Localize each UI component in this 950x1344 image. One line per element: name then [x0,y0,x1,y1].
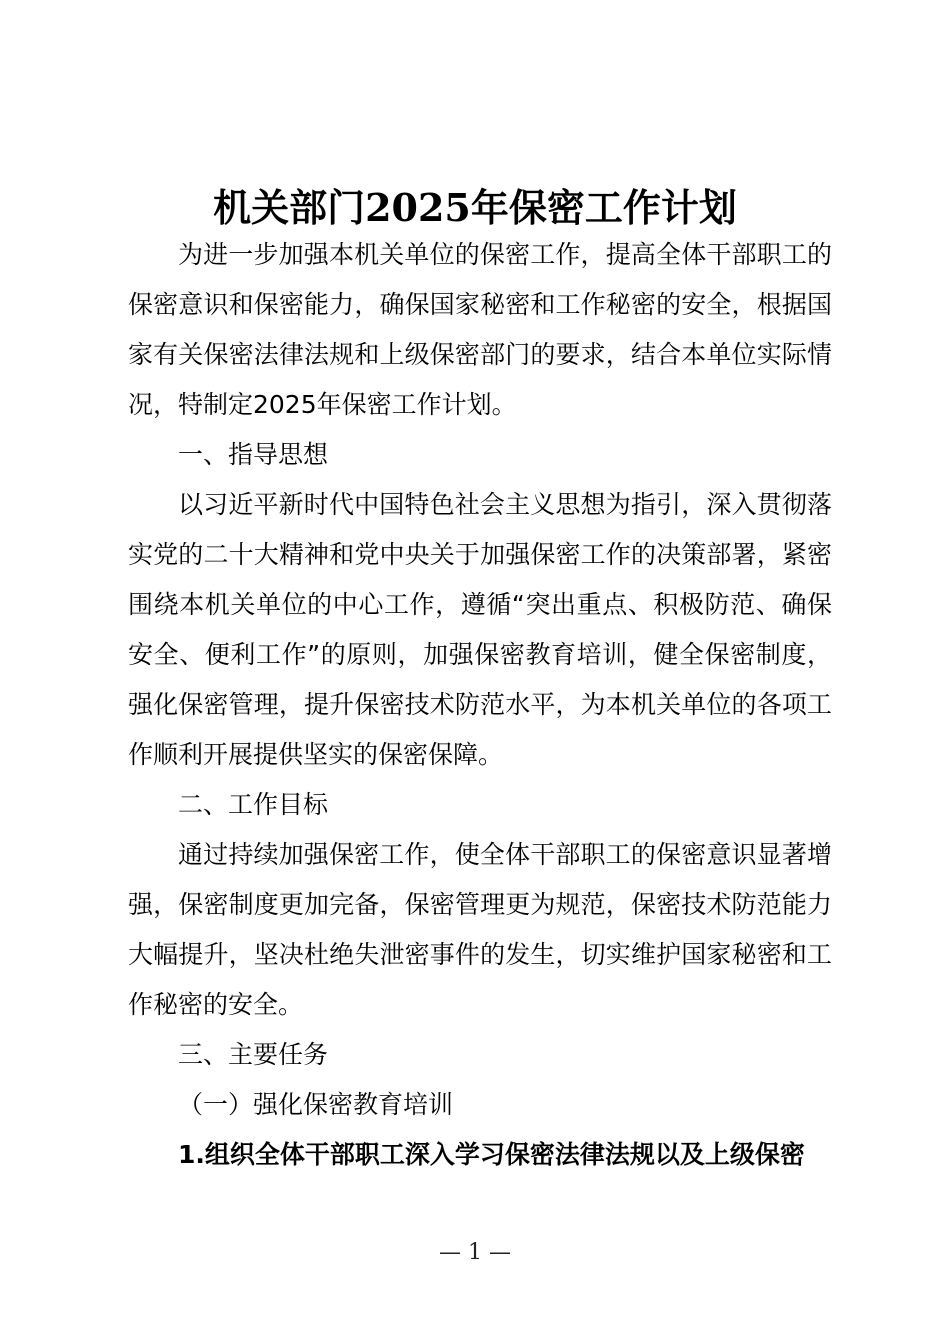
document-body [128,230,832,1180]
section-heading-guiding-ideology: 一、指导思想 [178,440,329,469]
section-heading-work-goals: 二、工作目标 [178,790,329,819]
subsection-heading-education-training: （一）强化保密教育培训 [178,1090,454,1119]
intro-paragraph: 为进一步加强本机关单位的保密工作，提高全体干部职工的保密意识和保密能力，确保国家秘密和工作秘密的安全，根据国家有关保密法律法规和上级保密部门的要求，结合本单位实际情况，特制定2025年保密工作计划。 [128,240,832,419]
task-item-1: 1.组织全体干部职工深入学习保密法律法规以及上级保密 [178,1140,805,1169]
section-heading-main-tasks: 三、主要任务 [178,1040,329,1069]
guiding-ideology-paragraph: 以习近平新时代中国特色社会主义思想为指引，深入贯彻落实党的二十大精神和党中央关于加强保密工作的决策部署，紧密围绕本机关单位的中心工作，遵循“突出重点、积极防范、确保安全、便利工作”的原则，加强保密教育培训，健全保密制度，强化保密管理，提升保密技术防范水平，为本机关单位的各项工作顺利开展提供坚实的保密保障。 [128,490,832,769]
work-goals-paragraph: 通过持续加强保密工作，使全体干部职工的保密意识显著增强，保密制度更加完备，保密管理更为规范，保密技术防范能力大幅提升，坚决杜绝失泄密事件的发生，切实维护国家秘密和工作秘密的安全。 [128,840,832,1019]
page-number: — 1 — [439,1240,511,1265]
document-title: 机关部门2025年保密工作计划 [213,185,737,230]
